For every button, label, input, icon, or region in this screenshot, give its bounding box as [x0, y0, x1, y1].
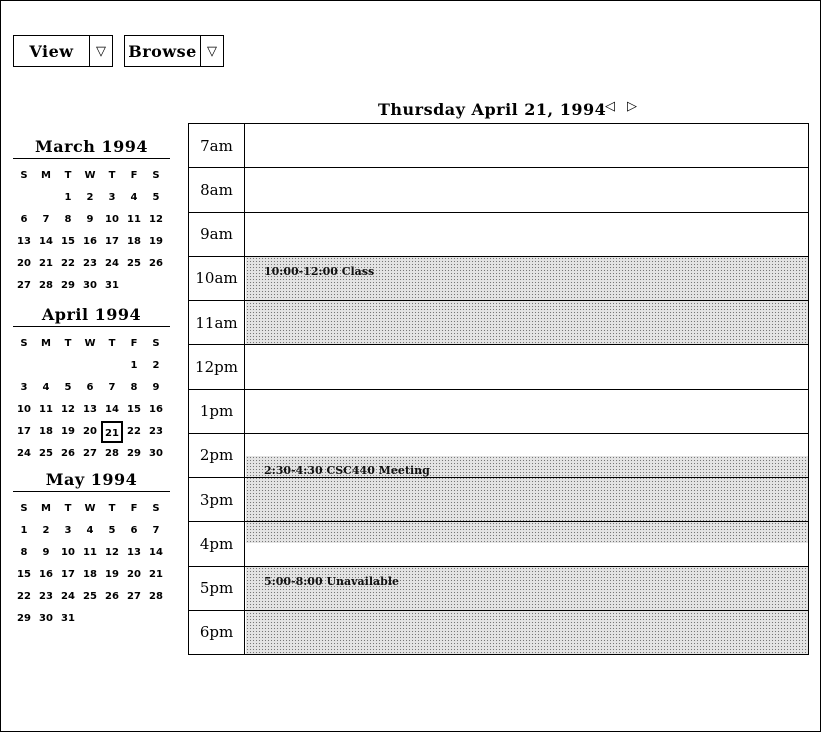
- event-block[interactable]: [246, 456, 808, 544]
- day-cell[interactable]: 6: [20, 214, 28, 225]
- time-slot[interactable]: [245, 390, 809, 433]
- day-cell[interactable]: 27: [17, 280, 31, 291]
- browse-menu-label: Browse: [128, 41, 197, 61]
- day-cell[interactable]: 6: [86, 382, 94, 393]
- weekday-header: S: [20, 338, 28, 349]
- hour-divider: [246, 521, 808, 522]
- day-cell[interactable]: 24: [105, 258, 119, 269]
- month-title: March 1994: [13, 136, 170, 159]
- chevron-down-icon[interactable]: ▽: [89, 36, 112, 66]
- weekday-header: T: [64, 170, 72, 181]
- day-cell[interactable]: 17: [105, 236, 119, 247]
- weekday-header: W: [84, 170, 96, 181]
- day-cell[interactable]: 24: [61, 591, 75, 602]
- day-cell[interactable]: 27: [83, 448, 97, 459]
- day-cell[interactable]: 30: [149, 448, 163, 459]
- day-cell[interactable]: 11: [39, 404, 53, 415]
- day-cell[interactable]: 22: [17, 591, 31, 602]
- mini-calendar-march: [13, 136, 170, 297]
- browse-menu-button[interactable]: [124, 35, 224, 67]
- day-cell[interactable]: 1: [64, 192, 72, 203]
- hour-row: [189, 345, 809, 389]
- hour-divider: [246, 610, 808, 611]
- chevron-down-icon[interactable]: ▽: [200, 36, 223, 66]
- weekday-header: M: [41, 170, 51, 181]
- day-cell[interactable]: 5: [152, 192, 160, 203]
- day-cell[interactable]: 19: [149, 236, 163, 247]
- event-block[interactable]: [246, 567, 808, 655]
- hour-label: 9am: [189, 213, 245, 256]
- day-title: Thursday April 21, 1994: [378, 100, 607, 119]
- weekday-header: T: [108, 170, 116, 181]
- day-cell[interactable]: 14: [105, 404, 119, 415]
- day-cell[interactable]: 25: [39, 448, 53, 459]
- hour-label: 3pm: [189, 478, 245, 521]
- day-cell[interactable]: 7: [42, 214, 50, 225]
- hour-label: 7am: [189, 124, 245, 167]
- hour-row: [189, 168, 809, 212]
- day-cell[interactable]: 6: [130, 525, 138, 536]
- day-cell[interactable]: 12: [105, 547, 119, 558]
- weekday-header: F: [130, 503, 138, 514]
- day-cell[interactable]: 24: [17, 448, 31, 459]
- day-cell[interactable]: 8: [20, 547, 28, 558]
- time-slot[interactable]: [245, 213, 809, 256]
- empty-day-cell: [13, 187, 35, 209]
- day-cell[interactable]: 26: [61, 448, 75, 459]
- day-cell[interactable]: 16: [83, 236, 97, 247]
- day-cell[interactable]: 2: [42, 525, 50, 536]
- day-cell[interactable]: 7: [152, 525, 160, 536]
- weekday-header: W: [84, 503, 96, 514]
- day-schedule-grid: [188, 123, 809, 655]
- day-cell[interactable]: 26: [105, 591, 119, 602]
- day-cell[interactable]: 2: [86, 192, 94, 203]
- empty-day-cell: [79, 355, 101, 377]
- day-cell[interactable]: 31: [61, 613, 75, 624]
- day-cell[interactable]: 20: [17, 258, 31, 269]
- view-menu-button[interactable]: [13, 35, 113, 67]
- day-cell[interactable]: 13: [83, 404, 97, 415]
- weekday-header: M: [41, 503, 51, 514]
- weekday-header: S: [152, 170, 160, 181]
- day-cell[interactable]: 4: [130, 192, 138, 203]
- month-days-grid: [13, 333, 170, 465]
- day-cell[interactable]: 23: [149, 426, 163, 437]
- day-cell[interactable]: 8: [130, 382, 138, 393]
- next-day-arrow-icon[interactable]: ▷: [627, 99, 637, 114]
- day-cell[interactable]: 16: [39, 569, 53, 580]
- hour-label: 11am: [189, 301, 245, 344]
- day-cell[interactable]: 25: [83, 591, 97, 602]
- event-label: 2:30-4:30 CSC440 Meeting: [264, 463, 430, 477]
- weekday-header: T: [64, 503, 72, 514]
- empty-day-cell: [35, 187, 57, 209]
- day-cell[interactable]: 14: [149, 547, 163, 558]
- empty-day-cell: [13, 355, 35, 377]
- hour-label: 1pm: [189, 390, 245, 433]
- day-cell[interactable]: 29: [127, 448, 141, 459]
- weekday-header: W: [84, 338, 96, 349]
- weekday-header: F: [130, 170, 138, 181]
- day-cell[interactable]: 9: [152, 382, 160, 393]
- day-cell[interactable]: 15: [61, 236, 75, 247]
- hour-divider: [246, 300, 808, 301]
- day-cell[interactable]: 3: [108, 192, 116, 203]
- month-days-grid: [13, 165, 170, 297]
- event-label: 10:00-12:00 Class: [264, 264, 375, 278]
- day-cell[interactable]: 15: [127, 404, 141, 415]
- month-title: April 1994: [13, 304, 170, 327]
- day-cell[interactable]: 1: [130, 360, 138, 371]
- event-label: 5:00-8:00 Unavailable: [264, 574, 400, 588]
- day-cell[interactable]: 12: [149, 214, 163, 225]
- time-slot[interactable]: [245, 345, 809, 388]
- day-cell[interactable]: 17: [61, 569, 75, 580]
- selected-day-cell[interactable]: 21: [101, 421, 123, 443]
- day-cell[interactable]: 28: [149, 591, 163, 602]
- day-cell[interactable]: 18: [127, 236, 141, 247]
- day-cell[interactable]: 16: [149, 404, 163, 415]
- hour-row: [189, 390, 809, 434]
- day-cell[interactable]: 15: [17, 569, 31, 580]
- day-cell[interactable]: 10: [61, 547, 75, 558]
- day-cell[interactable]: 3: [64, 525, 72, 536]
- time-slot[interactable]: [245, 124, 809, 167]
- mini-calendar-may: [13, 469, 170, 630]
- day-cell[interactable]: 20: [127, 569, 141, 580]
- day-cell[interactable]: 19: [105, 569, 119, 580]
- time-slot[interactable]: [245, 168, 809, 211]
- day-cell[interactable]: 18: [83, 569, 97, 580]
- weekday-header: T: [108, 503, 116, 514]
- day-cell[interactable]: 26: [149, 258, 163, 269]
- day-cell[interactable]: 28: [39, 280, 53, 291]
- day-cell[interactable]: 5: [64, 382, 72, 393]
- day-cell[interactable]: 10: [105, 214, 119, 225]
- day-cell[interactable]: 9: [86, 214, 94, 225]
- day-cell[interactable]: 14: [39, 236, 53, 247]
- weekday-header: T: [108, 338, 116, 349]
- mini-calendar-april: [13, 304, 170, 465]
- weekday-header: S: [152, 338, 160, 349]
- weekday-header: S: [20, 170, 28, 181]
- weekday-header: F: [130, 338, 138, 349]
- day-cell[interactable]: 21: [149, 569, 163, 580]
- hour-label: 12pm: [189, 345, 245, 388]
- day-cell[interactable]: 13: [127, 547, 141, 558]
- day-cell[interactable]: 12: [61, 404, 75, 415]
- day-cell[interactable]: 28: [105, 448, 119, 459]
- weekday-header: M: [41, 338, 51, 349]
- hour-label: 4pm: [189, 522, 245, 565]
- view-menu-label: View: [29, 41, 74, 61]
- day-cell[interactable]: 5: [108, 525, 116, 536]
- day-cell[interactable]: 17: [17, 426, 31, 437]
- hour-label: 2pm: [189, 434, 245, 477]
- day-cell[interactable]: 20: [83, 426, 97, 437]
- hour-row: [189, 213, 809, 257]
- day-cell[interactable]: 13: [17, 236, 31, 247]
- weekday-header: T: [64, 338, 72, 349]
- empty-day-cell: [35, 355, 57, 377]
- day-cell[interactable]: 27: [127, 591, 141, 602]
- day-cell[interactable]: 9: [42, 547, 50, 558]
- hour-label: 10am: [189, 257, 245, 300]
- month-title: May 1994: [13, 469, 170, 492]
- day-cell[interactable]: 11: [83, 547, 97, 558]
- day-cell[interactable]: 30: [83, 280, 97, 291]
- day-cell[interactable]: 1: [20, 525, 28, 536]
- day-cell[interactable]: 29: [61, 280, 75, 291]
- hour-label: 8am: [189, 168, 245, 211]
- previous-day-arrow-icon[interactable]: ◁: [605, 99, 615, 114]
- day-cell[interactable]: 31: [105, 280, 119, 291]
- day-cell[interactable]: 18: [39, 426, 53, 437]
- day-cell[interactable]: 2: [152, 360, 160, 371]
- day-cell[interactable]: 25: [127, 258, 141, 269]
- hour-row: [189, 124, 809, 168]
- day-cell[interactable]: 21: [39, 258, 53, 269]
- day-cell[interactable]: 29: [17, 613, 31, 624]
- empty-day-cell: [57, 355, 79, 377]
- hour-label: 5pm: [189, 567, 245, 610]
- day-cell[interactable]: 23: [39, 591, 53, 602]
- empty-day-cell: [101, 355, 123, 377]
- day-cell[interactable]: 10: [17, 404, 31, 415]
- day-cell[interactable]: 22: [127, 426, 141, 437]
- month-days-grid: [13, 498, 170, 630]
- weekday-header: S: [152, 503, 160, 514]
- day-cell[interactable]: 7: [108, 382, 116, 393]
- day-cell[interactable]: 4: [42, 382, 50, 393]
- day-cell[interactable]: 4: [86, 525, 94, 536]
- day-cell[interactable]: 30: [39, 613, 53, 624]
- hour-label: 6pm: [189, 611, 245, 654]
- day-cell[interactable]: 3: [20, 382, 28, 393]
- hour-divider: [246, 477, 808, 478]
- day-cell[interactable]: 23: [83, 258, 97, 269]
- day-cell[interactable]: 19: [61, 426, 75, 437]
- event-block[interactable]: [246, 257, 808, 345]
- weekday-header: S: [20, 503, 28, 514]
- day-cell[interactable]: 22: [61, 258, 75, 269]
- day-cell[interactable]: 8: [64, 214, 72, 225]
- day-cell[interactable]: 11: [127, 214, 141, 225]
